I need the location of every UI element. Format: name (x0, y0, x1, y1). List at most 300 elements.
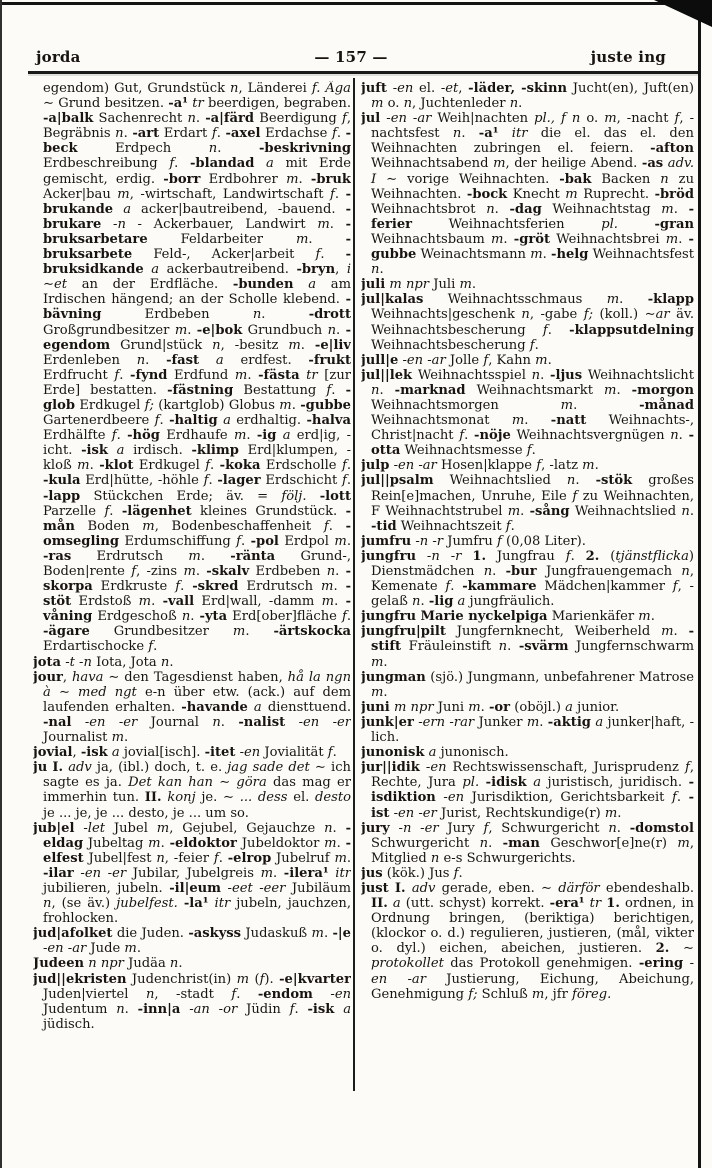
definition-text: Weihnachtsmarkt (465, 382, 605, 398)
definition-text: Judenchrist(in) (126, 971, 237, 987)
definition-text: Weihnachtsbrei (550, 231, 666, 247)
grammar-label: m (311, 926, 324, 942)
dictionary-entry (361, 534, 694, 549)
definition-text: Jubeltag (83, 835, 149, 851)
definition-text (334, 1002, 343, 1017)
grammar-label: a (565, 699, 573, 715)
grammar-label: a (343, 1001, 351, 1017)
definition-text: , (se äv.) (51, 896, 117, 912)
definition-text: Jubeldoktor (236, 835, 325, 851)
definition-text: . (480, 699, 489, 715)
grammar-label: n (479, 835, 489, 851)
definition-text: , Kahn (488, 352, 536, 368)
grammar-label: n (116, 1001, 125, 1017)
grammar-label: m (183, 564, 196, 579)
definition-text (390, 821, 399, 836)
headword: jour (33, 669, 63, 685)
grammar-label: n (483, 564, 493, 579)
grammar-label: f (341, 458, 347, 474)
definition-text: Erdbeben (101, 307, 253, 323)
grammar-label: m (371, 654, 384, 670)
dictionary-entry (361, 81, 694, 111)
definition-text: . (617, 805, 622, 821)
grammar-label: itr (214, 896, 231, 912)
grammar-label: pl. (601, 216, 618, 232)
headword: -a¹ (168, 96, 188, 112)
definition-text: zu Weihnachten. (371, 171, 694, 202)
definition-text: Erdscholle (260, 458, 342, 474)
grammar-label: m (233, 428, 247, 444)
definition-text: . (673, 201, 689, 217)
headword: 2. (655, 941, 670, 957)
definition-text: . (450, 579, 463, 595)
grammar-label: f (505, 518, 511, 534)
definition-text: Sachenrecht (93, 111, 188, 127)
grammar-label: m (493, 156, 506, 172)
definition-text: Weihnachtsmonat (371, 413, 512, 429)
grammar-label: -n -r (415, 533, 444, 549)
headword: -elrop (227, 850, 272, 866)
dictionary-entry (361, 760, 694, 820)
definition-text: . (573, 397, 640, 413)
headword: jur||idik (361, 760, 420, 776)
grammar-label: a (308, 277, 317, 293)
grammar-label: hava ∼ (71, 669, 120, 685)
headword: -natt (550, 413, 587, 429)
definition-text (313, 987, 330, 1002)
definition-text: , Kemenate (371, 564, 694, 595)
definition-text: Juli (429, 277, 460, 293)
headword: 1. (472, 548, 486, 564)
page-border-top (0, 2, 712, 5)
headword: -klappsutdelning (569, 322, 694, 338)
grammar-label: f (672, 579, 678, 595)
definition-text: mit Erde gemischt, erdig. (43, 156, 351, 187)
grammar-label: m (317, 216, 330, 232)
headword: -or (488, 699, 511, 715)
grammar-label: -en (425, 760, 447, 776)
definition-text: . (300, 337, 315, 353)
definition-text: ( (599, 548, 616, 564)
grammar-label: n (169, 956, 179, 972)
headword: -bryn (296, 262, 336, 278)
headword: -klot (99, 458, 134, 474)
headword: -bruksarbete (43, 231, 351, 263)
headword: -brukare (43, 201, 351, 232)
headword: -kammare (462, 579, 537, 595)
definition-text: Jurisdiktion, Gerichtsbarkeit (464, 790, 672, 806)
grammar-label: f (331, 126, 337, 142)
definition-text: Judentum (43, 1001, 117, 1017)
dictionary-entry (361, 277, 694, 292)
grammar-label: i ∼et (43, 262, 351, 293)
definition-text: . (464, 428, 475, 444)
grammar-label: f (323, 518, 329, 534)
definition-text: . (507, 639, 519, 655)
headword: -skalv (206, 564, 250, 579)
headword: jury (361, 820, 390, 836)
grammar-label: -et (440, 81, 459, 96)
headword: -våning (43, 594, 351, 625)
definition-text: . (471, 277, 477, 293)
grammar-label: n (371, 382, 380, 398)
headword: -beskrivning (258, 141, 351, 157)
headword: -nalist (238, 714, 286, 730)
definition-text: acker|bautreibend, -bauend. (131, 201, 346, 217)
page-border-right (698, 18, 701, 1168)
definition-text: [zur Erde] bestatten. (43, 367, 351, 398)
headword: -a¹ (478, 126, 499, 142)
grammar-label: m (188, 548, 201, 564)
grammar-label: f (529, 337, 535, 353)
grammar-label: n (371, 262, 380, 278)
definition-text: . (145, 352, 167, 368)
definition-text: o. (580, 111, 605, 127)
grammar-label: -en (330, 986, 351, 1002)
definition-text: Journal (137, 714, 213, 730)
grammar-label: m (111, 730, 125, 746)
headword: -fynd (130, 367, 168, 383)
dictionary-entry (361, 473, 694, 533)
headword: I. (394, 880, 406, 896)
definition-text: Feldarbeiter (147, 231, 296, 247)
headword: -drott (308, 307, 351, 323)
headword: -svärm (518, 639, 569, 655)
headword: -bunden (232, 277, 294, 293)
headword: jota (33, 654, 62, 670)
headword: -ärtskocka (273, 624, 351, 640)
definition-text: Erdgeschoß (92, 609, 182, 625)
definition-text: Parzelle (43, 503, 105, 519)
grammar-label: f (169, 156, 175, 172)
headword: -havande (181, 699, 248, 715)
definition-text: Jovialität (260, 745, 328, 761)
definition-text: , -nachtsfest (371, 111, 694, 142)
grammar-label: n (452, 126, 462, 142)
definition-text: Erdumschiffung (119, 533, 237, 549)
definition-text: . (190, 609, 200, 625)
headword: -bruksarbetare (43, 216, 351, 247)
dictionary-entry (361, 715, 694, 745)
definition-text: Justierung, Eichung, Abeichung, Genehmigung (371, 971, 694, 1002)
definition-text: Erd|hütte, -höhle (80, 473, 204, 489)
definition-text: . (346, 473, 351, 489)
headword: jungfru|pilt (361, 624, 446, 640)
grammar-label: a (123, 201, 131, 217)
grammar-label: -en -ar (402, 352, 446, 368)
dictionary-entry (361, 700, 694, 715)
grammar-label: a (392, 896, 401, 912)
grammar-label: -en (443, 790, 465, 806)
grammar-label: ∼ protokollet (371, 941, 694, 972)
definition-text: . (291, 397, 301, 413)
definition-text: . (461, 126, 479, 142)
definition-text: Erdschicht (260, 473, 342, 489)
definition-text: Erdhaufe (159, 428, 234, 444)
definition-text: Jungfrau (486, 548, 566, 564)
definition-text: ebendeshalb. (599, 880, 694, 896)
grammar-label: m npr (393, 699, 434, 715)
grammar-label: m (582, 458, 595, 474)
grammar-label: n (187, 111, 196, 127)
grammar-label: m (638, 609, 651, 625)
grammar-label: m (490, 231, 504, 247)
headword: -dag (509, 201, 542, 217)
headword: -ig (256, 428, 277, 444)
headword: -isk (81, 443, 108, 459)
headword: -borr (163, 171, 201, 187)
grammar-label: f (483, 352, 489, 368)
grammar-label: a (428, 745, 437, 761)
definition-text: Grund|stück (110, 337, 213, 353)
grammar-label: f (341, 609, 347, 625)
definition-text: jungfräulich. (465, 594, 555, 610)
headword: juni (361, 699, 390, 715)
grammar-label: pl., f n (534, 111, 581, 127)
grammar-label: f (111, 428, 117, 444)
headword: julp (361, 458, 390, 474)
headword: 1. (606, 896, 620, 912)
headword: jul (361, 111, 381, 127)
headword: -bruk (310, 171, 351, 187)
definition-text: jüdisch. (43, 1016, 95, 1032)
definition-text: Erdachse (260, 126, 332, 142)
headword: jud||ekristen (33, 971, 127, 987)
grammar-label: m (371, 96, 384, 112)
grammar-label: n (608, 820, 617, 836)
dictionary-entry (33, 926, 351, 956)
definition-text: . (689, 503, 694, 519)
definition-text: Fräuleinstift (401, 639, 499, 655)
definition-text: junonisch. (436, 745, 509, 761)
headword: -månad (639, 397, 694, 413)
headword: jumfru (361, 533, 412, 549)
definition-text: Erd|klumpen, -kloß (43, 443, 351, 474)
headword: junonisk (361, 745, 425, 761)
grammar-label: -n -r (426, 548, 462, 564)
definition-text: . (524, 413, 551, 429)
definition-text: . (488, 835, 503, 851)
definition-text: . (678, 231, 689, 247)
definition-text: Backen (591, 171, 661, 187)
grammar-label: m (156, 820, 170, 836)
headword: -otta (371, 428, 694, 459)
grammar-label: följ. (281, 488, 307, 504)
dictionary-entry (361, 881, 694, 1002)
dictionary-entry (361, 624, 694, 669)
headword: -morgon (631, 382, 694, 398)
definition-text: . (510, 518, 515, 534)
definition-text: Iota, Jota (91, 654, 161, 670)
definition-text (307, 489, 320, 504)
definition-text: kleines Grundstück. (191, 503, 346, 519)
definition-text: . (616, 382, 632, 398)
headword: -fästning (167, 382, 234, 398)
grammar-label: m (604, 111, 617, 127)
headword: -ras (43, 548, 72, 564)
grammar-label: m (174, 322, 188, 338)
headword: -e|kvarter (279, 971, 351, 987)
headword: -bröd (654, 186, 694, 202)
grammar-label: -en -ar (43, 941, 87, 957)
grammar-label: -en -ar (371, 956, 694, 987)
definition-text: erdfest. (223, 352, 309, 368)
grammar-label: m (511, 413, 525, 429)
definition-text: . (153, 639, 158, 655)
grammar-label: m (260, 865, 273, 881)
headword: -e|liv (314, 337, 351, 353)
definition-text: je. (195, 790, 224, 806)
definition-text: Weihnachtslied (569, 503, 682, 519)
definition-text: . (247, 367, 259, 383)
definition-text (498, 126, 511, 141)
definition-text: . (331, 382, 346, 398)
headword: -läder, -skinn (468, 81, 568, 96)
grammar-label: f (175, 579, 181, 595)
definition-text: , (62, 669, 72, 685)
grammar-label: m (661, 201, 674, 217)
grammar-label: n (430, 850, 440, 866)
dictionary-entry (361, 745, 694, 760)
definition-text: am Irdischen hängend; an der Scholle klebend. (43, 277, 351, 308)
headword: -isk (307, 1001, 335, 1017)
definition-text: - Ackerbauer, Landwirt (125, 216, 318, 232)
grammar-label: m (526, 714, 540, 730)
headword: II. (371, 896, 388, 912)
grammar-label: f; (468, 986, 478, 1002)
headword: -stift (371, 624, 694, 655)
definition-text: . (218, 850, 228, 866)
definition-text: Bestattung (233, 382, 327, 398)
definition-text: Weihnachtsbescherung (371, 337, 530, 353)
definition-text: Jubel (105, 820, 157, 836)
definition-text: Weihnachtsferien (412, 216, 602, 232)
grammar-label: n (521, 307, 530, 323)
grammar-label: m (334, 533, 347, 549)
dictionary-entry (361, 670, 694, 700)
definition-text: . (216, 126, 226, 142)
running-head-left: jorda (36, 48, 81, 66)
headword: jungfru Marie nyckelpiga (361, 609, 548, 625)
definition-text (669, 941, 683, 956)
definition-text: . (346, 458, 351, 474)
headword: -egendom (43, 322, 351, 353)
headword: -gubbe (300, 397, 351, 413)
definition-text: . (383, 684, 388, 700)
definition-text: . (346, 850, 351, 866)
headword: -ljus (550, 367, 583, 383)
definition-text: Weihnachtslicht (582, 367, 694, 383)
definition-text: Jüdin (237, 1001, 290, 1017)
definition-text: . (329, 216, 346, 232)
grammar-label: m (665, 231, 679, 247)
page-number: — 157 — (314, 48, 388, 66)
headword: -hög (127, 428, 160, 444)
definition-text: ich sagte es ja. (43, 760, 351, 791)
definition-text: , der heilige Abend. (505, 156, 642, 172)
headword: junk|er (361, 714, 414, 730)
definition-text: . (294, 1001, 308, 1017)
definition-text: e-n über etw. (ack.) auf dem laufenden erhalten. (43, 684, 351, 715)
definition-text: Stückchen Erde; äv. = (80, 488, 282, 504)
definition-text: Jurist, Rechtskundige(r) (436, 805, 605, 821)
definition-text: , -feier (164, 850, 214, 866)
grammar-label: m (142, 518, 155, 534)
definition-text: ( (249, 971, 260, 987)
definition-text: . (159, 413, 170, 429)
headword: -as (641, 156, 664, 172)
definition-text: el. (413, 81, 441, 96)
definition-text: , -gabe (529, 307, 584, 323)
grammar-label: itr (335, 865, 351, 881)
definition-text: , Rechte, Jura (371, 760, 694, 791)
headword: -man (502, 835, 540, 851)
dictionary-entry (361, 866, 694, 881)
definition-text: ja, (ibl.) doch, t. e. (91, 760, 228, 776)
definition-text: Weih|nachten (431, 111, 535, 127)
grammar-label: f (565, 548, 571, 564)
definition-text: Erdbeschreibung (43, 156, 170, 172)
grammar-label: m (234, 367, 248, 383)
grammar-label: f (231, 986, 237, 1002)
grammar-label: n (412, 594, 421, 610)
grammar-label: f; (583, 307, 594, 323)
grammar-label: f (459, 428, 465, 444)
grammar-label: n (681, 503, 690, 519)
grammar-label: m (334, 850, 347, 866)
definition-text: Marienkäfer (547, 609, 639, 625)
grammar-label: f (327, 745, 333, 761)
headword: -era¹ (549, 896, 585, 912)
headword: -endom (257, 986, 313, 1002)
grammar-label: hå la ngn à ∼ med ngt (43, 669, 351, 700)
grammar-label: m (604, 382, 617, 398)
grammar-label: m (530, 247, 543, 263)
definition-text: . (236, 986, 258, 1002)
dictionary-entry (361, 549, 694, 609)
grammar-label: n (326, 564, 336, 579)
definition-text: Erdstoß (71, 594, 139, 610)
definition-text: , Mitglied (371, 835, 694, 866)
grammar-label: tr (589, 896, 602, 912)
definition-text: . (619, 292, 648, 308)
grammar-label: n (681, 564, 690, 579)
grammar-label: n npr (88, 956, 124, 972)
headword: -eldag (43, 820, 351, 851)
headword: -lig (428, 594, 454, 610)
definition-text: . (308, 231, 346, 247)
grammar-label: m (565, 186, 578, 202)
definition-text: erd|ig, -icht. (43, 428, 351, 459)
definition-text: , Juchtenleder (412, 96, 510, 112)
grammar-label: föreg. (572, 986, 612, 1002)
page-header (36, 44, 666, 66)
grammar-label: n (403, 96, 412, 112)
column-divider (353, 78, 355, 1091)
definition-text: . (246, 428, 257, 444)
definition-text: , jfr (544, 986, 572, 1002)
grammar-label: ∼ ... dess (223, 790, 288, 806)
grammar-label: f (211, 126, 217, 142)
grammar-label: adv (68, 760, 92, 776)
definition-text: Erdhälfte (43, 428, 112, 444)
grammar-label: f (131, 564, 137, 579)
definition-text: Erdrutsch (71, 548, 189, 564)
grammar-label: jubelfest. (116, 896, 178, 912)
definition-text: . (116, 428, 128, 444)
headword: jull|e (361, 352, 399, 368)
definition-text: , -zins (136, 564, 184, 579)
